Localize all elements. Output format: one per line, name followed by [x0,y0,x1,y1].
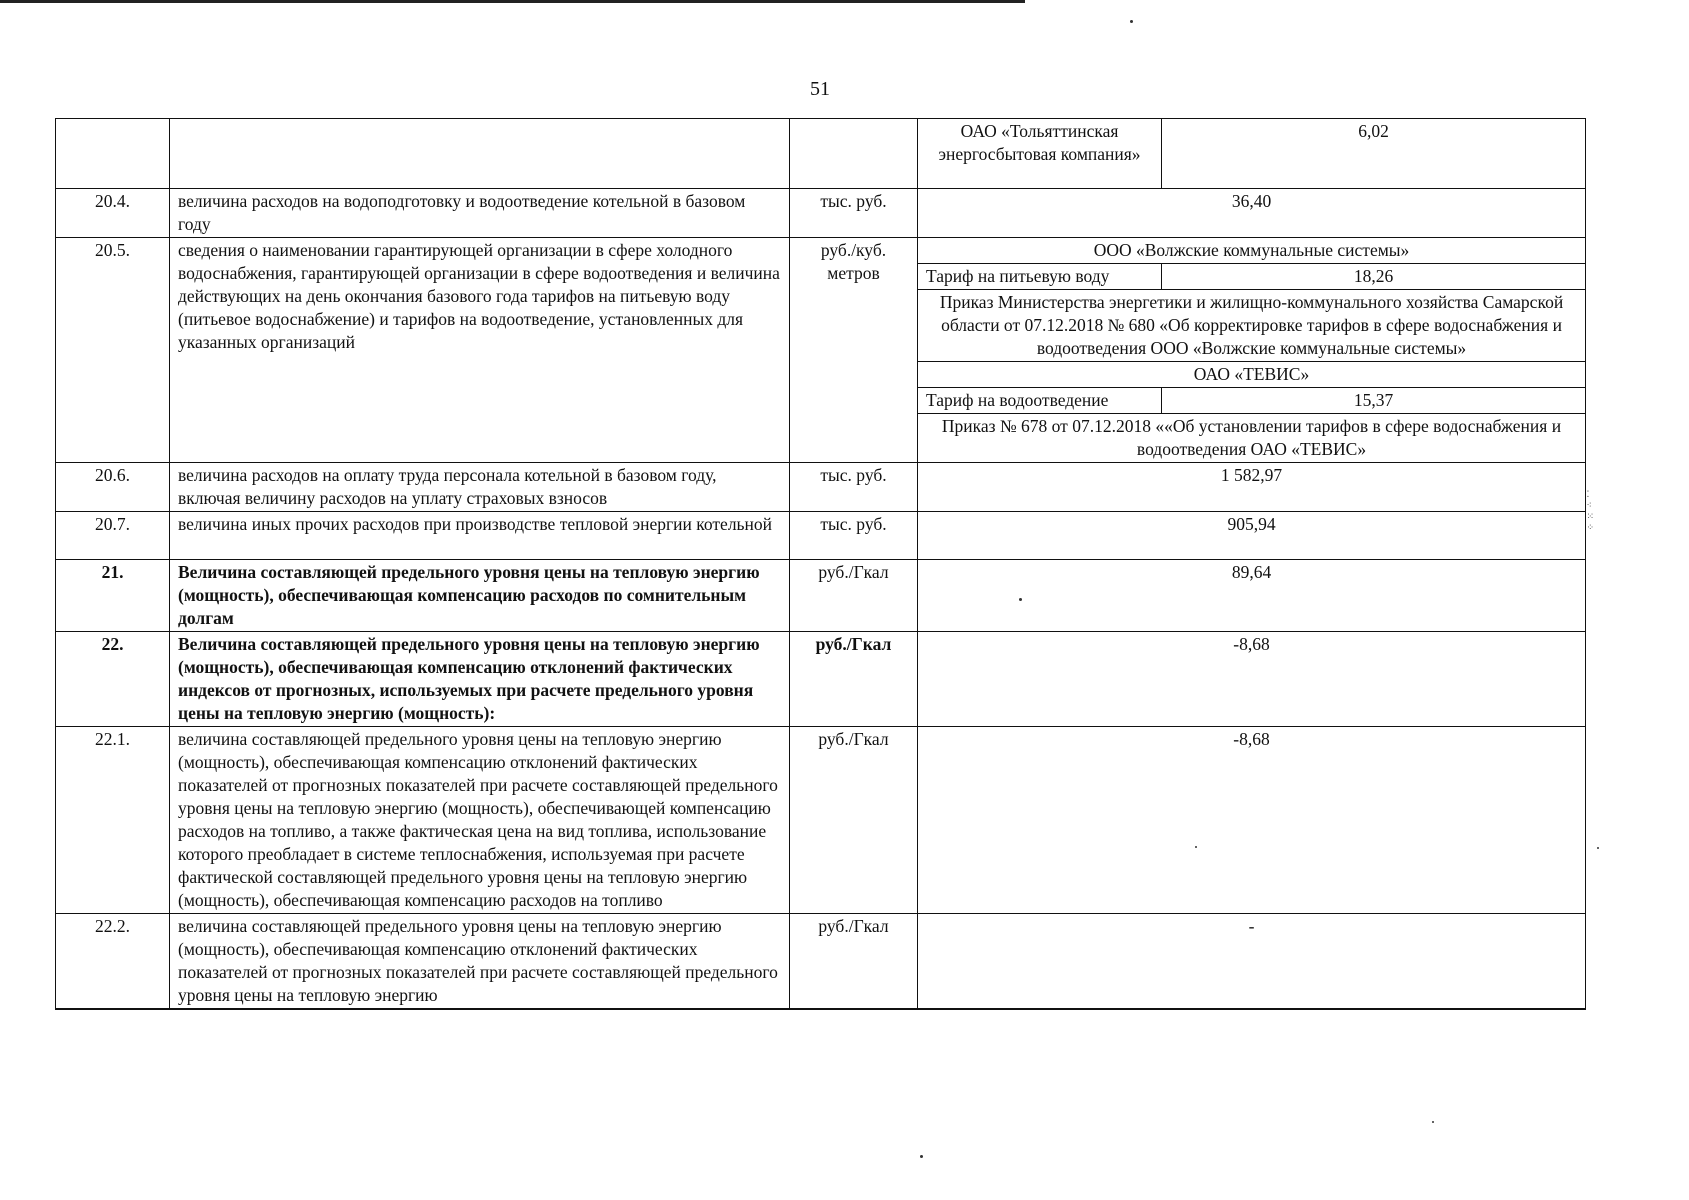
row-description: Величина составляющей предельного уровня цены на тепловую энергию (мощность), обеспечивающая компенсацию отклонений фактических индексов от прогнозных, используемых при расчете предельного уровня цены на тепловую энергию (мощность): [170,632,790,727]
row-description: величина составляющей предельного уровня цены на тепловую энергию (мощность), обеспечивающая компенсацию отклонений фактических показателей от прогнозных показателей при расчете составляющей предельного уровня цены на тепловую энергию (мощность), обеспечивающей компенсацию расходов на топливо, а также фактическая цена на вид топлива, использование которого преобладает в системе теплоснабжения, используемая при расчете фактической составляющей предельного уровня цены на тепловую энергию (мощность), обеспечивающая компенсацию расходов на топливо [170,727,790,914]
table-row [56,560,1586,632]
row-number: 22. [56,632,170,727]
row-number: 20.6. [56,463,170,512]
row-value: -8,68 [918,727,1586,914]
drinking-water-tariff-value: 18,26 [1162,264,1586,290]
row-description [170,119,790,189]
row-value: 905,94 [918,512,1586,560]
wastewater-organization: ОАО «ТЕВИС» [918,362,1586,388]
row-unit: тыс. руб. [790,189,918,238]
row-number: 20.4. [56,189,170,238]
table-row [56,463,1586,512]
row-unit: тыс. руб. [790,512,918,560]
top-border-rule [0,0,1025,3]
wastewater-tariff-label: Тариф на водоотведение [918,388,1162,414]
row-value: 1 582,97 [918,463,1586,512]
order-reference: Приказ № 678 от 07.12.2018 ««Об установлении тарифов в сфере водоснабжения и водоотведения ОАО «ТЕВИС» [918,414,1586,463]
row-unit: руб./Гкал [790,632,918,727]
scan-edge-marks: ⁚ ⁖ ⁙ ⁘ [1586,490,1594,533]
order-reference: Приказ Министерства энергетики и жилищно-коммунального хозяйства Самарской области от 07.12.2018 № 680 «Об корректировке тарифов в сфере водоснабжения и водоотведения ООО «Волжские коммунальные системы» [918,290,1586,362]
row-unit: руб./куб. метров [790,238,918,463]
row-unit: тыс. руб. [790,463,918,512]
row-unit [790,119,918,189]
organization-name: ОАО «Тольяттинская энергосбытовая компания» [918,119,1162,189]
table-row [56,914,1586,1010]
scan-speck [1019,598,1022,601]
scan-speck [1597,847,1599,849]
row-description: сведения о наименовании гарантирующей организации в сфере холодного водоснабжения, гарантирующей организации в сфере водоотведения и величина действующих на день окончания базового года тарифов на питьевую воду (питьевое водоснабжение) и тарифов на водоотведение, установленных для указанных организаций [170,238,790,463]
row-description: Величина составляющей предельного уровня цены на тепловую энергию (мощность), обеспечивающая компенсацию расходов по сомнительным долгам [170,560,790,632]
scan-speck [1130,20,1133,23]
table-row [56,119,1586,189]
row-description: величина расходов на оплату труда персонала котельной в базовом году, включая величину расходов на уплату страховых взносов [170,463,790,512]
row-number: 21. [56,560,170,632]
row-unit: руб./Гкал [790,914,918,1010]
table-row [56,238,1586,264]
scan-speck [920,1155,923,1158]
row-unit: руб./Гкал [790,727,918,914]
row-description: величина расходов на водоподготовку и водоотведение котельной в базовом году [170,189,790,238]
water-supply-organization: ООО «Волжские коммунальные системы» [918,238,1586,264]
row-value: 36,40 [918,189,1586,238]
table-row [56,512,1586,560]
tariff-table [55,118,1586,1010]
row-description: величина составляющей предельного уровня цены на тепловую энергию (мощность), обеспечивающая компенсацию отклонений фактических показателей от прогнозных показателей при расчете составляющей предельного уровня цены на тепловую энергию [170,914,790,1010]
table-row [56,189,1586,238]
row-number: 22.2. [56,914,170,1010]
row-value: 89,64 [918,560,1586,632]
scan-speck [1432,1121,1434,1123]
page-number: 51 [810,78,830,100]
row-number: 20.5. [56,238,170,463]
table-row [56,632,1586,727]
row-value: -8,68 [918,632,1586,727]
row-number: 20.7. [56,512,170,560]
row-value: 6,02 [1162,119,1586,189]
wastewater-tariff-value: 15,37 [1162,388,1586,414]
row-value: - [918,914,1586,1010]
row-number: 22.1. [56,727,170,914]
row-number [56,119,170,189]
row-unit: руб./Гкал [790,560,918,632]
row-description: величина иных прочих расходов при производстве тепловой энергии котельной [170,512,790,560]
scan-speck [1195,846,1197,848]
drinking-water-tariff-label: Тариф на питьевую воду [918,264,1162,290]
table-row [56,727,1586,914]
